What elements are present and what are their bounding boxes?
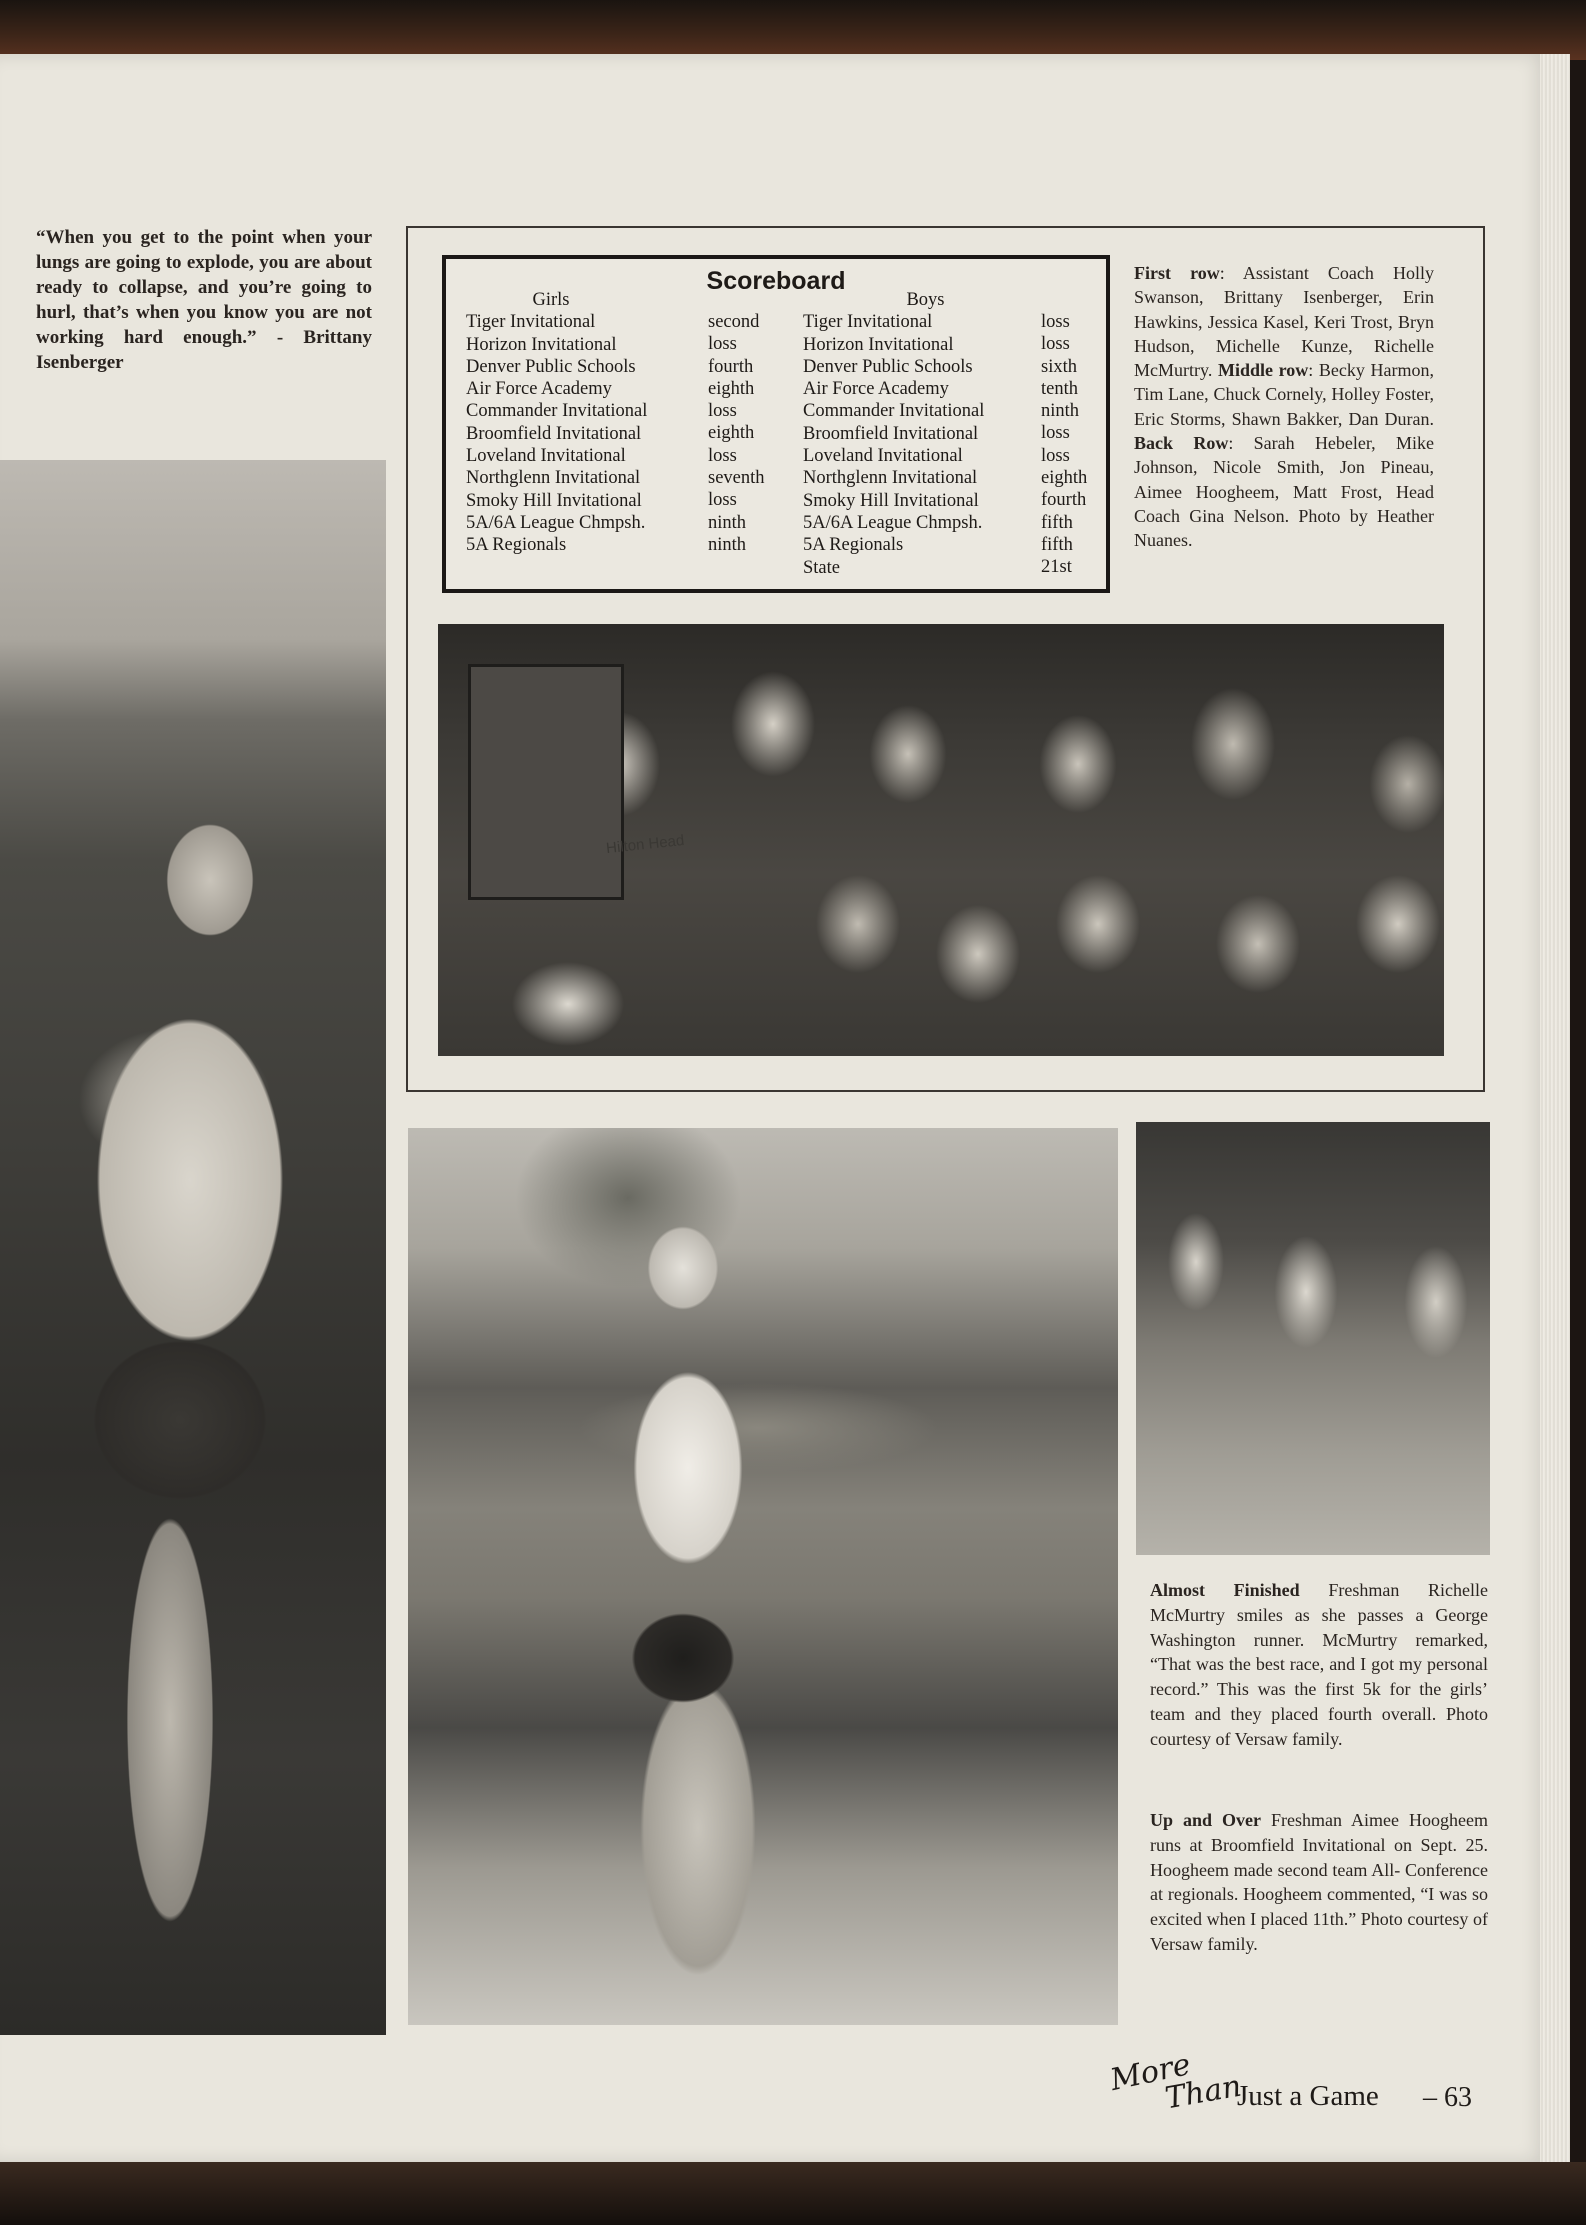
boys-result: ninth	[1041, 401, 1080, 422]
first-row-names: : Assistant Coach Holly Swanson, Brittany Isenberger, Erin Hawkins, Jessica Kasel, Keri Trost, Bryn Hudson, Michelle Kunze, Richelle McMurtry.	[1134, 263, 1434, 381]
boys-event: Air Force Academy	[803, 379, 949, 400]
runner-figure	[20, 760, 360, 1980]
caption-body: Freshman Richelle McMurtry smiles as she passes a George Washington runner. McMurtry remarked, “That was the best race, and I got my personal record.” This was the first 5k for the girls’ team and they placed fourth overall. Photo courtesy of Versaw family.	[1150, 1580, 1488, 1749]
girls-event: Northglenn Invitational	[466, 468, 641, 489]
boys-event: 5A Regionals	[803, 535, 904, 556]
boys-event: Tiger Invitational	[803, 312, 933, 333]
pull-quote-attribution: - Brittany Isenberger	[36, 327, 373, 373]
caption-body: Freshman Aimee Hoogheem runs at Broomfield Invitational on Sept. 25. Hoogheem made second team All- Conference at regionals. Hoogheem commented, “I was so excited when I placed 11th.” Photo courtesy of Versaw family.	[1150, 1810, 1488, 1954]
caption-lead: Up and Over	[1150, 1810, 1262, 1830]
boys-events	[803, 289, 1028, 579]
pull-quote-text: “When you get to the point when your lungs are going to explode, you are about ready to collapse, and you’re going to hurl, that’s when you know you are not working hard enough.”	[36, 227, 372, 348]
team-photo	[438, 624, 1444, 1056]
middle-row-label: Middle row	[1217, 360, 1309, 381]
back-row-names: : Sarah Hebeler, Mike Johnson, Nicole Smith, Jon Pineau, Aimee Hoogheem, Matt Frost, Head Coach Gina Nelson. Photo by Heather Nuanes.	[1134, 433, 1434, 551]
girls-result: eighth	[708, 423, 755, 444]
boys-result: fifth	[1041, 512, 1073, 533]
boys-result: 21st	[1041, 557, 1072, 578]
girls-event: 5A/6A League Chmpsh.	[466, 512, 646, 533]
team-photo-caption	[1134, 261, 1434, 553]
boys-event: Smoky Hill Invitational	[803, 490, 979, 511]
boys-result: fifth	[1041, 534, 1073, 555]
girls-event: Air Force Academy	[466, 379, 612, 400]
girls-result: loss	[708, 401, 737, 422]
boys-event: State	[803, 557, 840, 578]
girls-result: seventh	[708, 468, 765, 489]
caption-up-and-over	[1150, 1808, 1488, 1957]
girls-event: Denver Public Schools	[466, 356, 636, 377]
girls-result: ninth	[708, 512, 747, 533]
boys-event: Horizon Invitational	[803, 334, 954, 355]
girls-event: Loveland Invitational	[466, 446, 626, 467]
boys-event-list	[803, 311, 1028, 579]
boys-result: eighth	[1041, 468, 1088, 489]
girls-result: eighth	[708, 378, 755, 399]
photo-girl-runner	[408, 1128, 1118, 2025]
folio-title: Just a Game	[1237, 2080, 1379, 2112]
girls-result: loss	[708, 334, 737, 355]
folio-than: Than	[1162, 2068, 1245, 2117]
boys-result: loss	[1041, 445, 1070, 466]
girls-result: fourth	[708, 356, 754, 377]
boys-event: Commander Invitational	[803, 401, 985, 422]
page-folio	[1105, 2046, 1505, 2125]
boys-result: tenth	[1041, 378, 1078, 399]
boys-event: Denver Public Schools	[803, 356, 973, 377]
girls-result: loss	[708, 490, 737, 511]
boys-result: loss	[1041, 312, 1070, 332]
photo-almost-finished	[1136, 1122, 1490, 1555]
boys-header: Boys	[906, 290, 945, 310]
girls-event: Broomfield Invitational	[466, 423, 642, 444]
caption-almost-finished	[1150, 1578, 1488, 1752]
boys-event: Northglenn Invitational	[803, 468, 978, 489]
photo-boy-runner	[0, 460, 386, 2035]
scoreboard-title: Scoreboard	[706, 267, 846, 295]
girls-event: Horizon Invitational	[466, 334, 617, 355]
page-number: – 63	[1423, 2082, 1472, 2113]
back-row-label: Back Row	[1134, 433, 1229, 454]
runner-figure	[558, 1188, 818, 1988]
girls-events	[466, 289, 701, 557]
girls-event: Commander Invitational	[466, 401, 648, 422]
team-photo-sign	[468, 664, 624, 900]
girls-event: Smoky Hill Invitational	[466, 490, 642, 511]
girls-results	[708, 311, 788, 556]
folio-more: More	[1107, 2046, 1194, 2099]
girls-result: loss	[708, 445, 737, 466]
boys-results	[1041, 311, 1111, 579]
boys-result: fourth	[1041, 490, 1087, 511]
page-top-edge	[0, 0, 1586, 60]
girls-event: Tiger Invitational	[466, 312, 596, 333]
page-stack-edge	[1540, 54, 1570, 2162]
girls-result: second	[708, 312, 760, 332]
boys-event: Broomfield Invitational	[803, 423, 979, 444]
team-photo-shirt-text: Hilton Head	[605, 831, 686, 858]
boys-event: 5A/6A League Chmpsh.	[803, 512, 983, 533]
girls-result: ninth	[708, 534, 747, 555]
scoreboard	[442, 255, 1110, 593]
first-row-label: First row	[1134, 263, 1220, 283]
middle-row-names: : Becky Harmon, Tim Lane, Chuck Cornely, Holley Foster, Eric Storms, Shawn Bakker, Dan Duran.	[1134, 360, 1435, 429]
girls-event: 5A Regionals	[466, 535, 567, 556]
boys-result: loss	[1041, 423, 1070, 444]
pull-quote	[36, 225, 372, 375]
girls-header: Girls	[532, 290, 570, 310]
caption-lead: Almost Finished	[1150, 1580, 1300, 1600]
boys-result: loss	[1041, 334, 1070, 355]
boys-result: sixth	[1041, 356, 1077, 377]
page-bottom-edge	[0, 2162, 1586, 2225]
girls-event-list	[466, 311, 701, 556]
boys-event: Loveland Invitational	[803, 446, 963, 467]
